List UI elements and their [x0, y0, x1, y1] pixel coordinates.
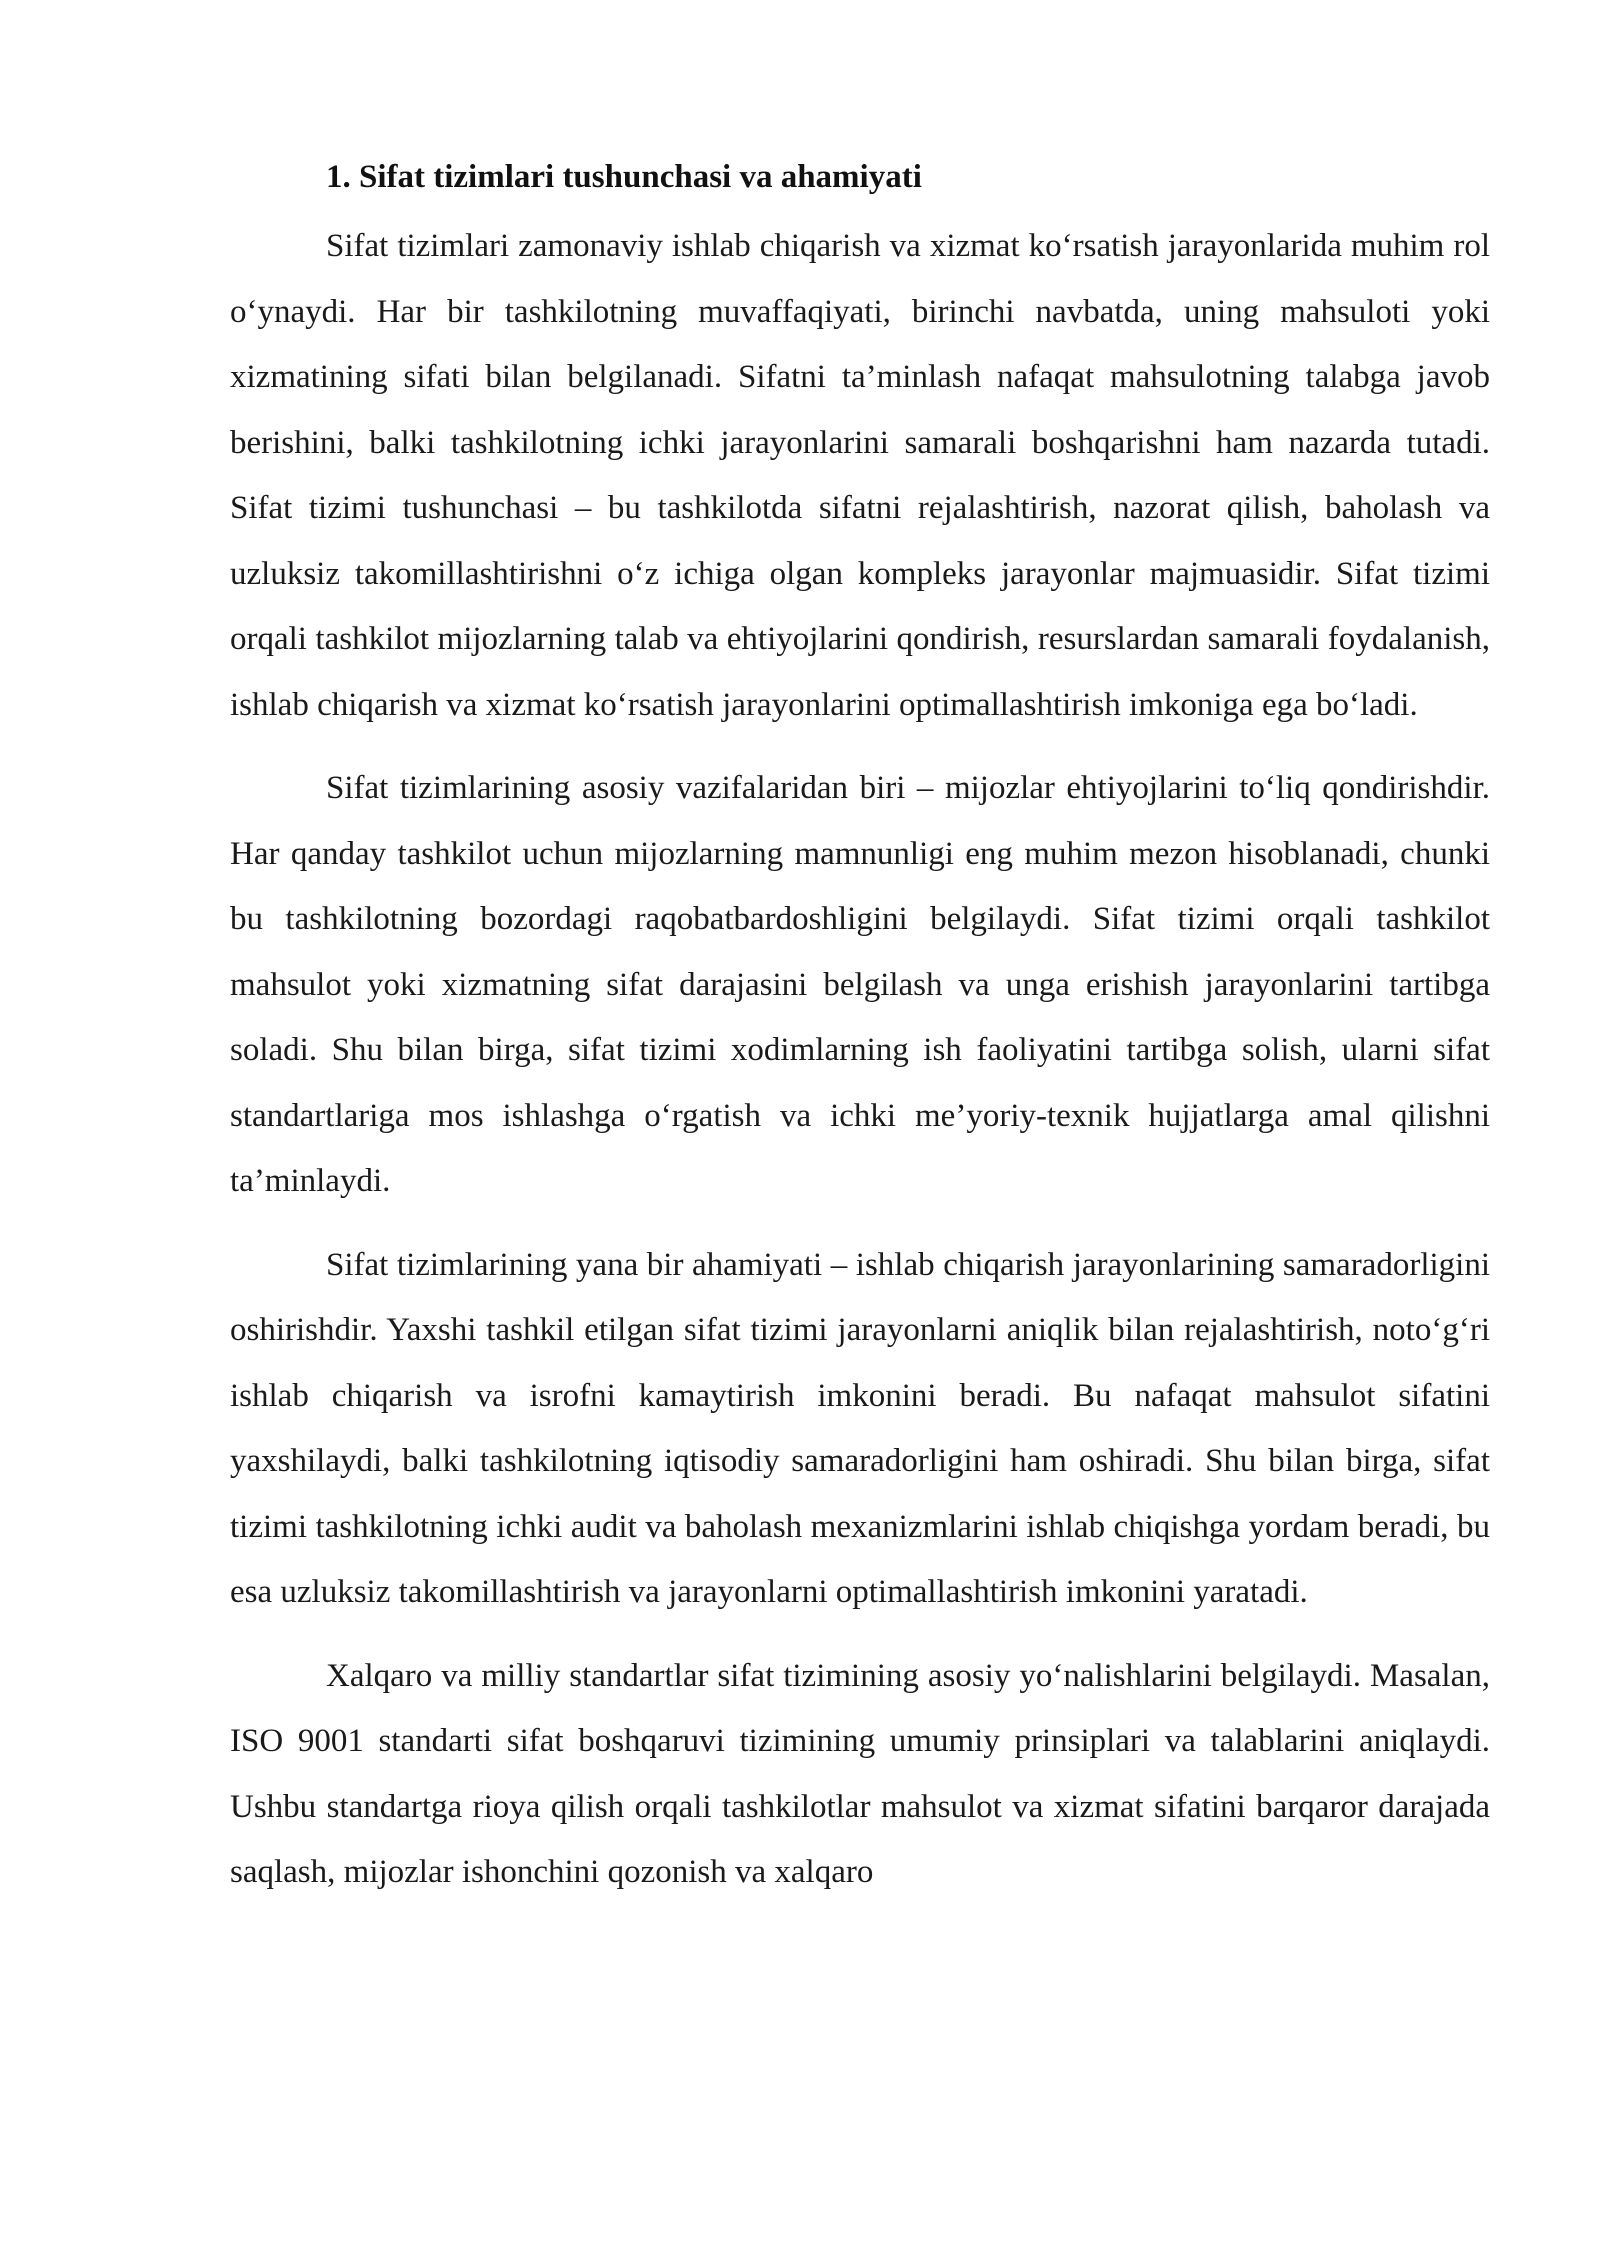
paragraph-2: Sifat tizimlarining asosiy vazifalaridan biri – mijozlar ehtiyojlarini to‘liq qondirishdir. Har qanday tashkilot uchun mijozlarning mamnunligi eng muhim mezon hisoblanadi, chunki bu tashkilotning bozordagi raqobatbardoshligini belgilaydi. Sifat tizimi orqali tashkilot mahsulot yoki xizmatning sifat darajasini belgilash va unga erishish jarayonlarini tartibga soladi. Shu bilan birga, sifat tizimi xodimlarning ish faoliyatini tartibga solish, ularni sifat standartlariga mos ishlashga o‘rgatish va ichki me’yoriy-texnik hujjatlarga amal qilishni ta’minlaydi. — [230, 770, 1490, 1199]
paragraph-4: Xalqaro va milliy standartlar sifat tizimining asosiy yo‘nalishlarini belgilaydi. Masalan, ISO 9001 standarti sifat boshqaruvi tizimining umumiy prinsiplari va talablarini aniqlaydi. Ushbu standartga rioya qilish orqali tashkilotlar mahsulot va xizmat sifatini barqaror darajada saqlash, mijozlar ishonchini qozonish va xalqaro — [230, 1657, 1490, 1890]
paragraph-1: Sifat tizimlari zamonaviy ishlab chiqarish va xizmat ko‘rsatish jarayonlarida muhim rol o‘ynaydi. Har bir tashkilotning muvaffaqiyati, birinchi navbatda, uning mahsuloti yoki xizmatining sifati bilan belgilanadi. Sifatni ta’minlash nafaqat mahsulotning talabga javob berishini, balki tashkilotning ichki jarayonlarini samarali boshqarishni ham nazarda tutadi. Sifat tizimi tushunchasi – bu tashkilotda sifatni rejalashtirish, nazorat qilish, baholash va uzluksiz takomillashtirishni o‘z ichiga olgan kompleks jarayonlar majmuasidir. Sifat tizimi orqali tashkilot mijozlarning talab va ehtiyojlarini qondirish, resurslardan samarali foydalanish, ishlab chiqarish va xizmat ko‘rsatish jarayonlarini optimallashtirish imkoniga ega bo‘ladi. — [230, 228, 1490, 723]
page-content — [230, 150, 1490, 1924]
section-heading: 1. Sifat tizimlari tushunchasi va ahamiyati — [326, 159, 922, 195]
paragraph-3: Sifat tizimlarining yana bir ahamiyati – ishlab chiqarish jarayonlarining samaradorligini oshirishdir. Yaxshi tashkil etilgan sifat tizimi jarayonlarni aniqlik bilan rejalashtirish, noto‘g‘ri ishlab chiqarish va isrofni kamaytirish imkonini beradi. Bu nafaqat mahsulot sifatini yaxshilaydi, balki tashkilotning iqtisodiy samaradorligini ham oshiradi. Shu bilan birga, sifat tizimi tashkilotning ichki audit va baholash mexanizmlarini ishlab chiqishga yordam beradi, bu esa uzluksiz takomillashtirish va jarayonlarni optimallashtirish imkonini yaratadi. — [230, 1246, 1490, 1610]
